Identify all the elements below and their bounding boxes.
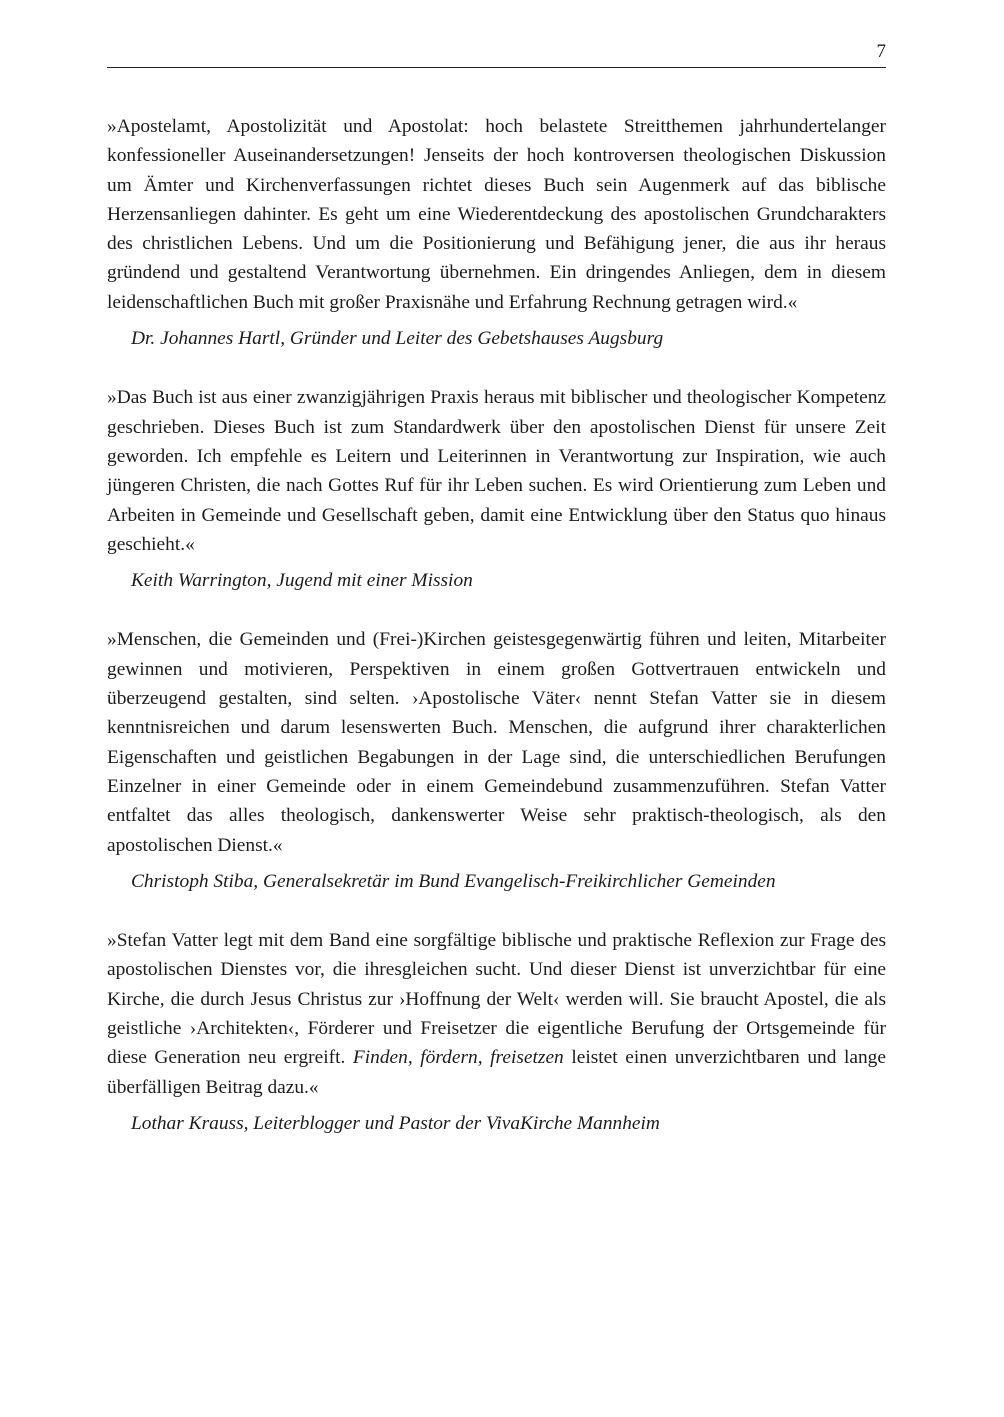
endorsement-quote bbox=[107, 926, 886, 1102]
quote-text-after: leistet einen unverzichtbaren und lange überfälligen Beitrag dazu.« bbox=[107, 1047, 886, 1098]
endorsement-attribution: Christoph Stiba, Generalsekretär im Bund Evangelisch-Freikirchlicher Gemeinden bbox=[131, 870, 776, 892]
endorsement-quote: »Menschen, die Gemeinden und (Frei-)Kirchen geistesgegenwärtig führen und leiten, Mitarbeiter gewinnen und motivieren, Perspektiven in einem großen Gottvertrauen entwickeln und überzeugend gestalten, sind selten. ›Apostolische Väter‹ nennt Stefan Vatter sie in diesem kenntnisreichen und darum lesenswerten Buch. Menschen, die aufgrund ihrer charakterlichen Eigenschaften und geistlichen Begabungen in der Lage sind, die unterschiedlichen Berufungen Einzelner in einer Gemeinde oder in einem Gemeindebund zusammenzuführen. Stefan Vatter entfaltet das alles theologisch, dankenswerter Weise sehr praktisch-theologisch, als den apostolischen Dienst.« bbox=[107, 629, 886, 856]
endorsements bbox=[107, 112, 886, 1138]
endorsement-attribution: Lothar Krauss, Leiterblogger und Pastor der VivaKirche Mannheim bbox=[131, 1112, 660, 1134]
endorsement-attribution: Keith Warrington, Jugend mit einer Mission bbox=[131, 570, 473, 592]
endorsement bbox=[107, 383, 886, 595]
endorsement bbox=[107, 625, 886, 896]
header-rule bbox=[107, 67, 886, 68]
page-number: 7 bbox=[876, 41, 886, 62]
quote-text-before: »Stefan Vatter legt mit dem Band eine sorgfältige biblische und praktische Reflexion zur Frage des apostolischen Dienstes vor, die ihresgleichen sucht. Und dieser Dienst ist unverzichtbar für eine Kirche, die durch Jesus Christus zur ›Hoffnung der Welt‹ werden will. Sie braucht Apostel, die als geistliche ›Architekten‹, Förderer und Freisetzer die eigentliche Berufung der Ortsgemeinde für diese Generation neu ergreift. bbox=[107, 930, 886, 1069]
endorsement-quote: »Das Buch ist aus einer zwanzigjährigen Praxis heraus mit biblischer und theologischer Kompetenz geschrieben. Dieses Buch ist zum Standardwerk über den apostolischen Dienst für unsere Zeit geworden. Ich empfehle es Leitern und Leiterinnen in Verantwortung zur Inspiration, wie auch jüngeren Christen, die nach Gottes Ruf für ihr Leben suchen. Es wird Orientierung zum Leben und Arbeiten in Gemeinde und Gesellschaft geben, damit eine Entwicklung über den Status quo hinaus geschieht.« bbox=[107, 387, 886, 555]
endorsement-quote: »Apostelamt, Apostolizität und Apostolat: hoch belastete Streitthemen jahrhundertelanger konfessioneller Auseinandersetzungen! Jenseits der hoch kontroversen theologischen Diskussion um Ämter und Kirchenverfassungen richtet dieses Buch sein Augenmerk auf das biblische Herzensanliegen dahinter. Es geht um eine Wiederentdeckung des apostolischen Grundcharakters des christlichen Lebens. Und um die Positionierung und Befähigung jener, die aus ihr heraus gründend und gestaltend Verantwortung übernehmen. Ein dringendes Anliegen, dem in diesem leidenschaftlichen Buch mit großer Praxisnähe und Erfahrung Rechnung getragen wird.« bbox=[107, 116, 886, 313]
endorsement bbox=[107, 926, 886, 1138]
endorsement-attribution: Dr. Johannes Hartl, Gründer und Leiter des Gebetshauses Augsburg bbox=[131, 328, 664, 350]
endorsement bbox=[107, 112, 886, 353]
book-title: Finden, fördern, freisetzen bbox=[352, 1047, 564, 1069]
